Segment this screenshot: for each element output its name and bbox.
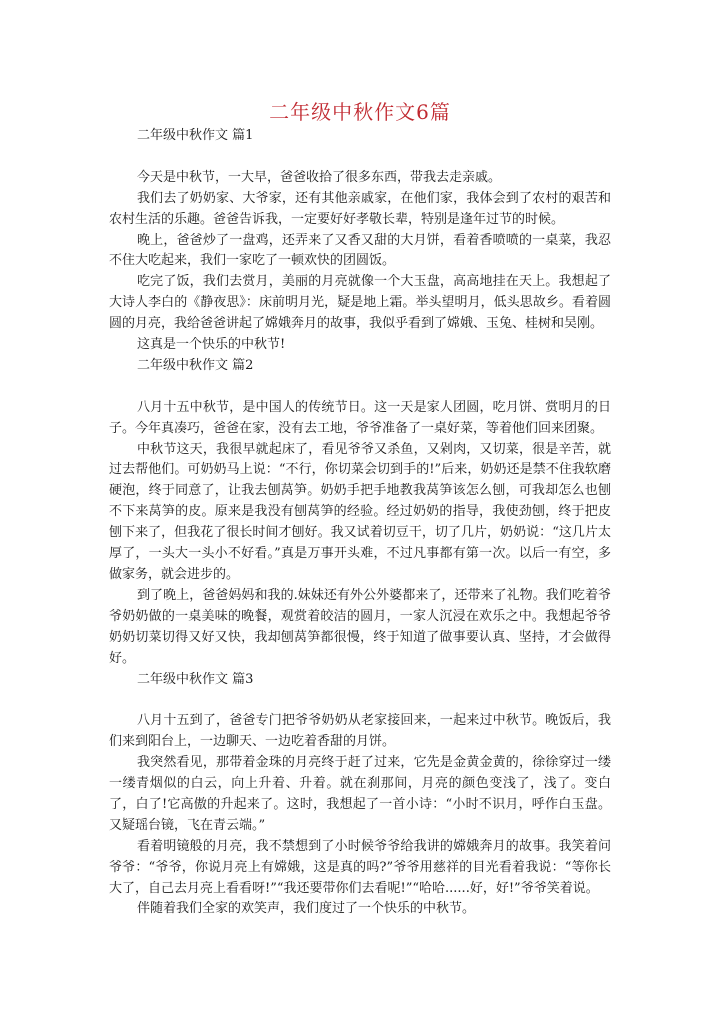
paragraph: 今天是中秋节，一大早，爸爸收拾了很多东西，带我去走亲戚。 <box>137 169 502 185</box>
paragraph: 伴随着我们全家的欢笑声，我们度过了一个快乐的中秋节。 <box>137 901 476 917</box>
blank-line <box>109 147 611 168</box>
paragraph: 这真是一个快乐的中秋节! <box>137 337 286 353</box>
paragraph: 我们去了奶奶家、大爷家，还有其他亲戚家，在他们家，我体会到了农村的艰苦和农村生活的乐趣。爸爸告诉我，一定要好好孝敬长辈，特别是逢年过节的时候。 <box>109 190 611 227</box>
section-heading: 二年级中秋作文 篇1 <box>137 128 254 143</box>
section-heading: 二年级中秋作文 篇3 <box>137 671 254 687</box>
paragraph: 看着明镜般的月亮，我不禁想到了小时候爷爷给我讲的嫦娥奔月的故事。我笑着问爷爷：“爷爷，你说月亮上有嫦娥，这是真的吗?”爷爷用慈祥的目光看着我说：“等你长大了，自己去月亮上看看呀!”“我还要带你们去看呢!”“哈哈......好，好!”爷爷笑着说。 <box>109 838 611 896</box>
document-title: 二年级中秋作文6篇 <box>269 100 451 124</box>
paragraph: 我突然看见，那带着金珠的月亮终于赶了过来，它先是金黄金黄的，徐徐穿过一缕一缕青烟似的白云，向上升着、升着。就在刹那间，月亮的颜色变浅了，浅了。变白了，白了!它高傲的升起来了。这时，我想起了一首小诗：“小时不识月，呼作白玉盘。又疑瑶台镜，飞在青云端。” <box>109 755 611 833</box>
essay-section-1 <box>109 126 611 356</box>
paragraph: 中秋节这天，我很早就起床了，看见爷爷又杀鱼，又剁肉，又切菜，很是辛苦，就过去帮他们。可奶奶马上说：“不行，你切菜会切到手的!”后来，奶奶还是禁不住我软磨硬泡，终于同意了，让我去刨莴笋。奶奶手把手地教我莴笋该怎么刨，可我却怎么也刨不下来莴笋的皮。原来是我没有刨莴笋的经验。经过奶奶的指导，我使劲刨，终于把皮刨下来了，但我花了很长时间才刨好。我又试着切豆干，切了几片，奶奶说：“这几片太厚了，一头大一头小不好看。”真是万事开头难，不过凡事都有第一次。以后一有空，多做家务，就会进步的。 <box>109 441 611 582</box>
section-heading: 二年级中秋作文 篇2 <box>137 357 254 373</box>
paragraph: 八月十五中秋节，是中国人的传统节日。这一天是家人团圆，吃月饼、赏明月的日子。今年真凑巧，爸爸在家，没有去工地，爷爷准备了一桌好菜，等着他们回来团聚。 <box>109 399 611 436</box>
paragraph: 晚上，爸爸炒了一盘鸡，还弄来了又香又甜的大月饼，看着香喷喷的一桌菜，我忍不住大吃起来，我们一家吃了一顿欢快的团圆饭。 <box>109 232 611 269</box>
blank-line <box>109 690 611 711</box>
essay-section-2 <box>109 356 611 670</box>
blank-line <box>109 377 611 398</box>
paragraph: 到了晚上，爸爸妈妈和我的.妹妹还有外公外婆都来了，还带来了礼物。我们吃着爷爷奶奶做的一桌美味的晚餐，观赏着皎洁的圆月，一家人沉浸在欢乐之中。我想起爷爷奶奶切菜切得又好又快，我却刨莴笋都很慢，终于知道了做事要认真、坚持，才会做得好。 <box>109 587 611 666</box>
document-body <box>109 126 611 920</box>
paragraph: 吃完了饭，我们去赏月，美丽的月亮就像一个大玉盘，高高地挂在天上。我想起了大诗人李白的《静夜思》：床前明月光，疑是地上霜。举头望明月，低头思故乡。看着圆圆的月亮，我给爸爸讲起了嫦娥奔月的故事，我似乎看到了嫦娥、玉兔、桂树和吴刚。 <box>109 274 611 332</box>
paragraph: 八月十五到了，爸爸专门把爷爷奶奶从老家接回来，一起来过中秋节。晚饭后，我们来到阳台上，一边聊天、一边吃着香甜的月饼。 <box>109 713 611 750</box>
essay-section-3 <box>109 670 611 921</box>
